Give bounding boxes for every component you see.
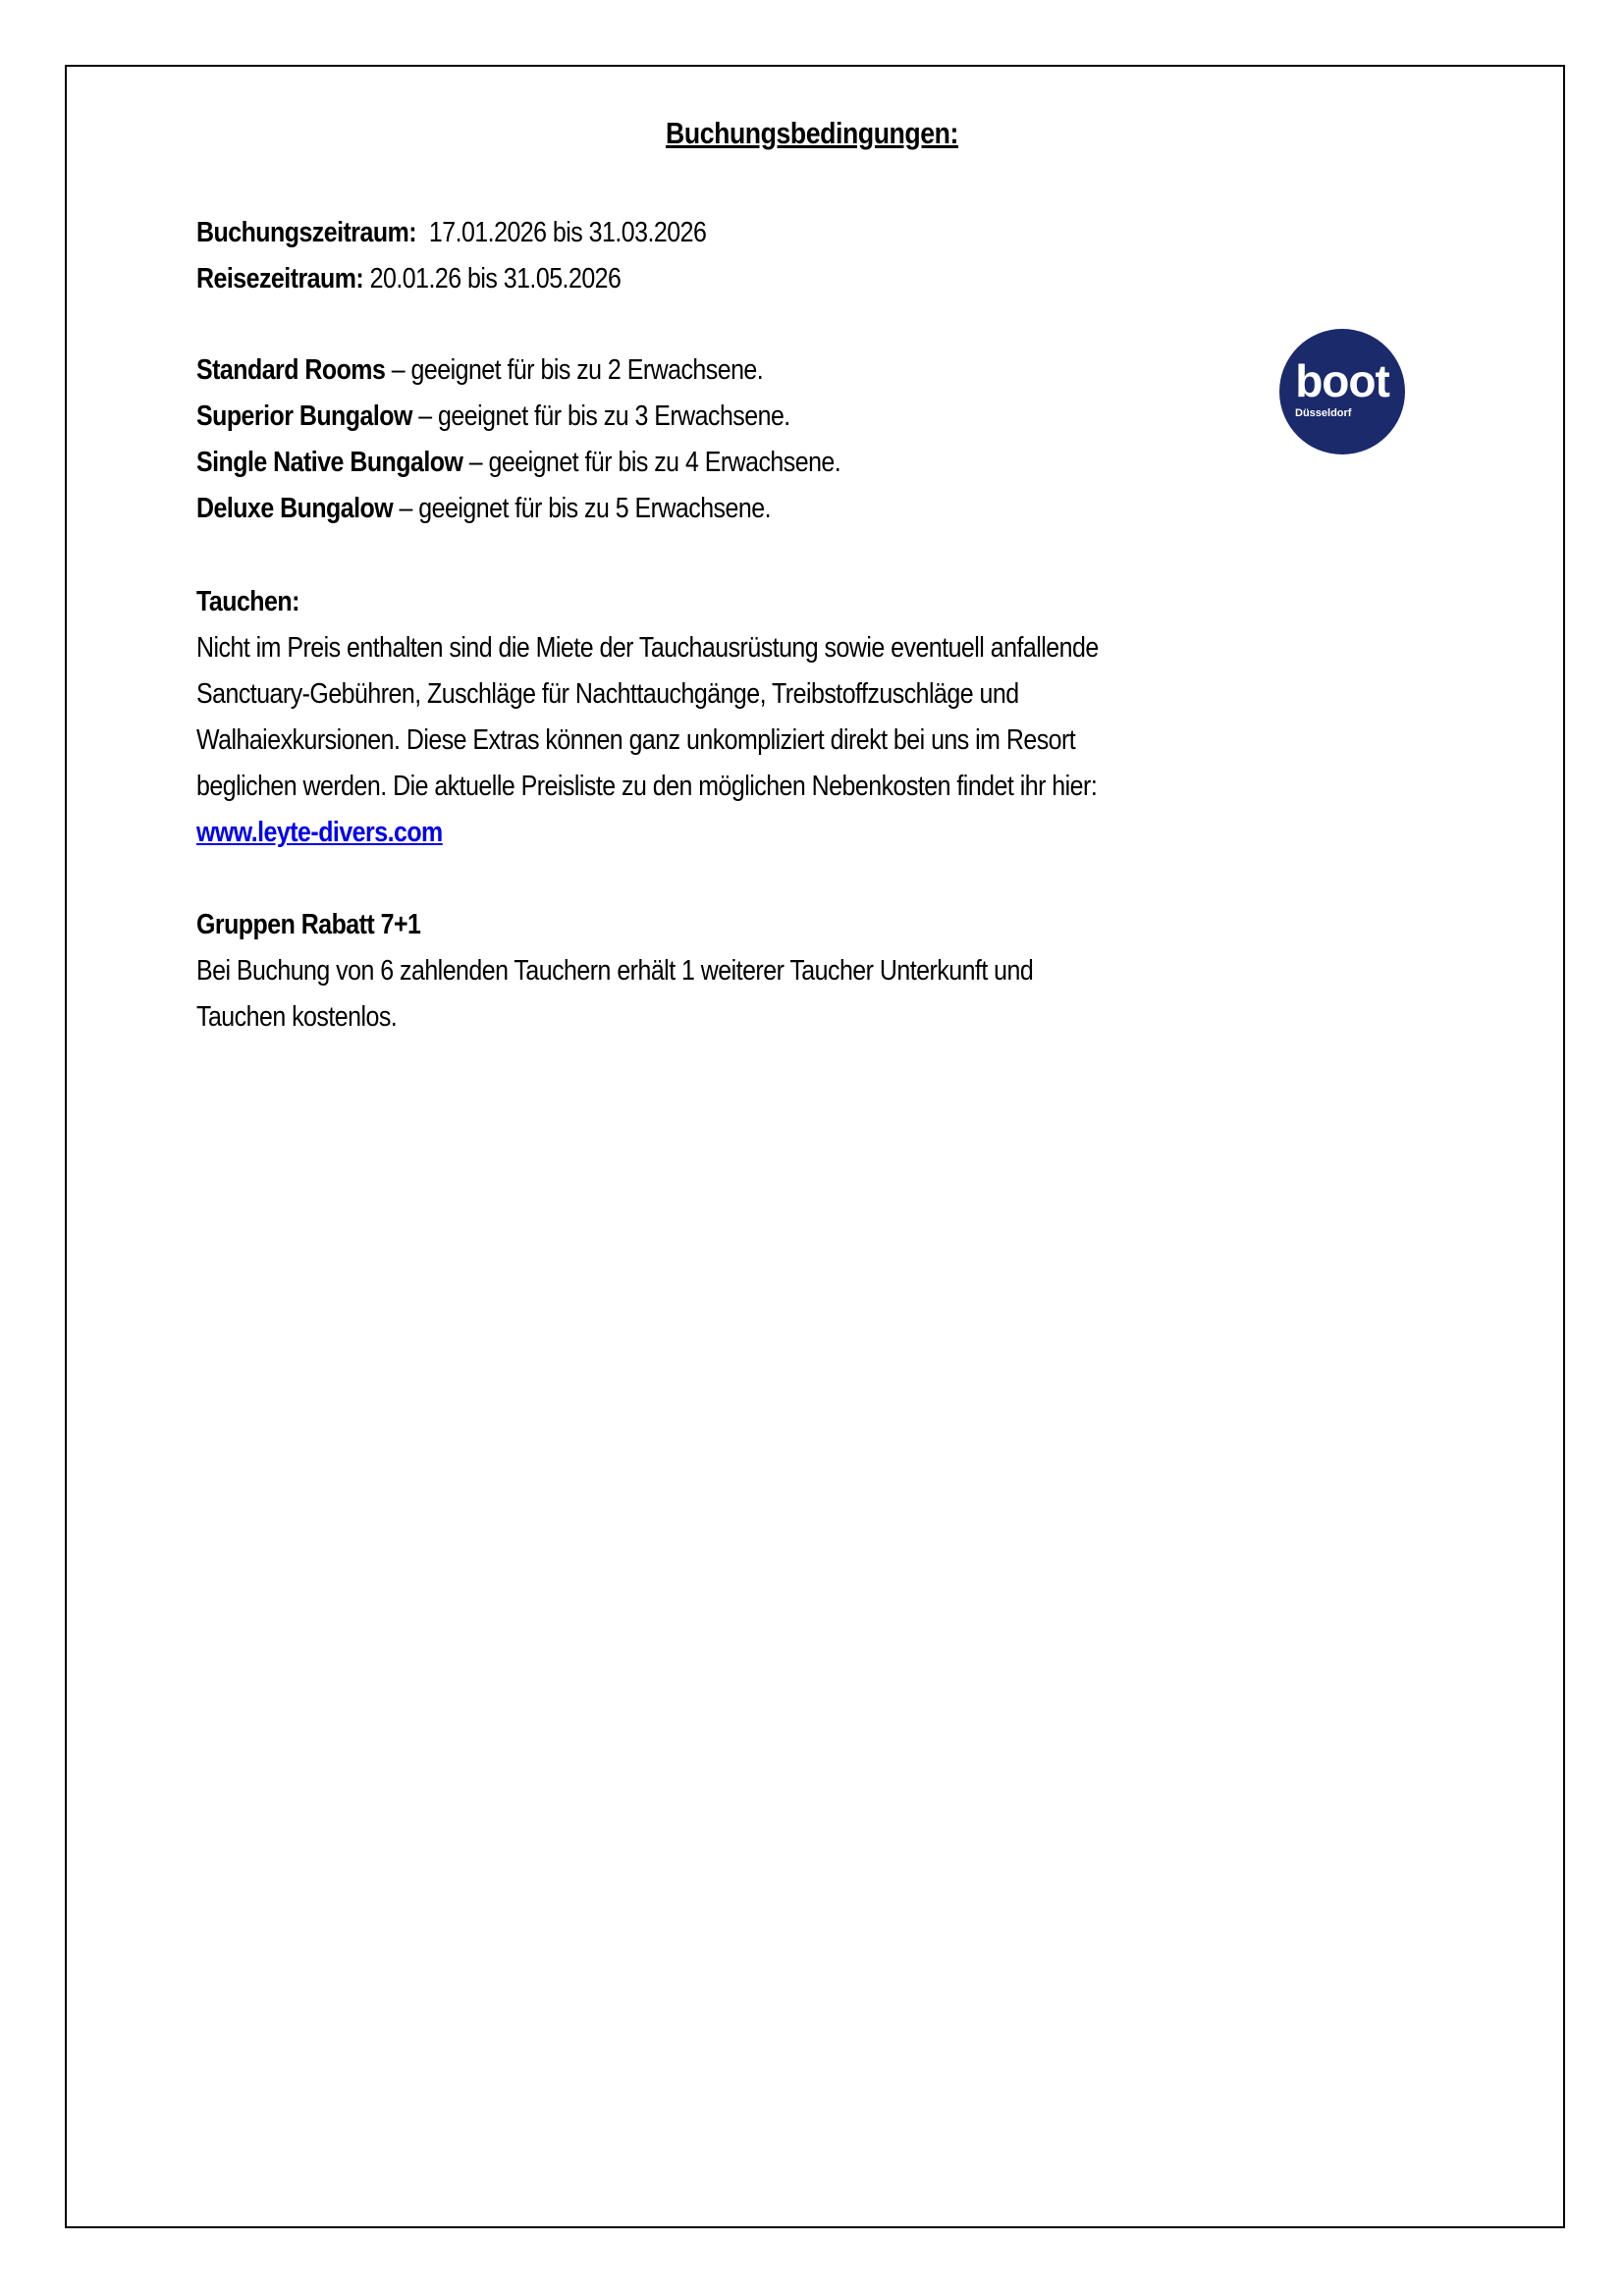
room-desc: – geeignet für bis zu 2 Erwachsene. xyxy=(385,354,764,386)
leyte-divers-link[interactable]: www.leyte-divers.com xyxy=(196,817,443,848)
boot-duesseldorf-logo xyxy=(1279,329,1405,454)
group-discount-text-line: Bei Buchung von 6 zahlenden Tauchern erhält 1 weiterer Taucher Unterkunft und xyxy=(196,955,1034,987)
diving-text-line: beglichen werden. Die aktuelle Preisliste zu den möglichen Nebenkosten findet ihr hier: xyxy=(196,771,1098,802)
travel-period xyxy=(196,261,621,296)
travel-period-label: Reisezeitraum: xyxy=(196,263,364,294)
room-name: Standard Rooms xyxy=(196,354,386,386)
travel-period-value: 20.01.26 bis 31.05.2026 xyxy=(363,263,622,294)
diving-text-line: Nicht im Preis enthalten sind die Miete der Tauchausrüstung sowie eventuell anfallende xyxy=(196,632,1099,664)
booking-period-label: Buchungszeitraum: xyxy=(196,217,417,248)
logo-city: Düsseldorf xyxy=(1295,407,1352,419)
booking-period-value: 17.01.2026 bis 31.03.2026 xyxy=(416,217,707,248)
diving-text-line: Sanctuary-Gebühren, Zuschläge für Nachttauchgänge, Treibstoffzuschläge und xyxy=(196,678,1019,710)
logo-word: boot xyxy=(1295,355,1389,406)
room-single-native xyxy=(196,445,840,480)
diving-heading: Tauchen: xyxy=(196,586,299,617)
page-title: Buchungsbedingungen: xyxy=(666,116,958,150)
room-desc: – geeignet für bis zu 5 Erwachsene. xyxy=(393,493,771,524)
room-name: Superior Bungalow xyxy=(196,400,412,432)
room-standard xyxy=(196,352,763,388)
group-discount-heading: Gruppen Rabatt 7+1 xyxy=(196,909,421,940)
room-desc: – geeignet für bis zu 3 Erwachsene. xyxy=(411,400,790,432)
diving-text-line: Walhaiexkursionen. Diese Extras können ganz unkompliziert direkt bei uns im Resort xyxy=(196,724,1076,756)
room-superior xyxy=(196,399,790,434)
room-deluxe xyxy=(196,491,771,526)
room-name: Deluxe Bungalow xyxy=(196,493,394,524)
room-desc: – geeignet für bis zu 4 Erwachsene. xyxy=(462,447,841,478)
diving-link-row xyxy=(196,815,443,850)
booking-period xyxy=(196,215,706,250)
room-name: Single Native Bungalow xyxy=(196,447,463,478)
group-discount-text-line: Tauchen kostenlos. xyxy=(196,1001,398,1033)
